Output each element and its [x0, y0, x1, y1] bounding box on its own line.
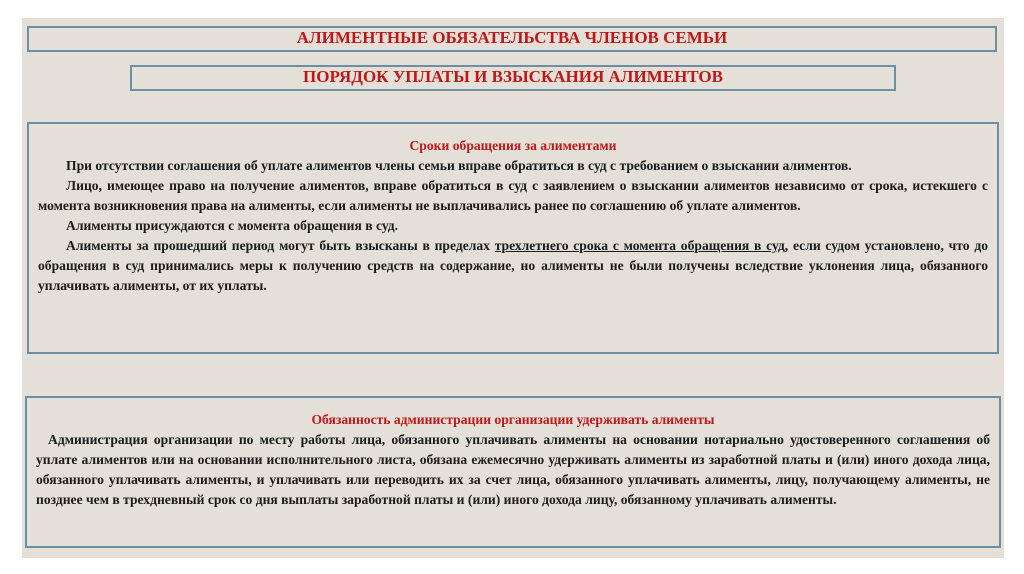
- section-terms-paragraph-3: Алименты присуждаются с момента обращения в суд.: [66, 218, 399, 233]
- section-terms-paragraph-1: При отсутствии соглашения об уплате алиментов члены семьи вправе обратиться в суд с требованием о взыскании алиментов.: [66, 158, 852, 173]
- slide: [22, 18, 1004, 558]
- section-terms-paragraph-2: Лицо, имеющее право на получение алиментов, вправе обратиться в суд с заявлением о взыскании алиментов независимо от срока, истекшего с момента возникновения права на алименты, если алименты не выплачивались ранее по соглашению об уплате алиментов.: [38, 178, 988, 213]
- paragraph-4-underlined: трехлетнего срока с момента обращения в суд,: [494, 238, 789, 253]
- paragraph-4-tail: если судом установлено, что до обращения в суд принимались меры к получению средств на содержание, но алименты не были получены вследствие уклонения лица, обязанного уплачивать алименты, от их уплаты.: [38, 238, 988, 293]
- section-terms-heading: Сроки обращения за алиментами: [409, 138, 617, 153]
- section-employer-paragraph: Администрация организации по месту работы лица, обязанного уплачивать алименты на основании нотариально удостоверенного соглашения об уплате алиментов или на основании исполнительного листа, обязана ежемесячно удерживать алименты из заработной платы и (или) иного дохода лица, обязанного уплачивать алименты, и уплачивать или переводить их за счет лица, обязанного уплачивать алименты, лицу, получающему алименты, не позднее чем в трехдневный срок со дня выплаты заработной платы и (или) иного дохода лицу, обязанному уплачивать алименты.: [36, 432, 990, 507]
- section-terms-paragraph-4: [38, 236, 988, 296]
- slide-title: АЛИМЕНТНЫЕ ОБЯЗАТЕЛЬСТВА ЧЛЕНОВ СЕМЬИ: [27, 26, 997, 52]
- section-employer-panel: [25, 396, 1001, 548]
- section-terms-panel: [27, 122, 999, 354]
- slide-subtitle: ПОРЯДОК УПЛАТЫ И ВЗЫСКАНИЯ АЛИМЕНТОВ: [130, 65, 896, 91]
- section-employer-heading: Обязанность администрации организации удерживать алименты: [311, 412, 715, 427]
- paragraph-4-lead: Алименты за прошедший период могут быть взысканы в пределах: [66, 238, 495, 253]
